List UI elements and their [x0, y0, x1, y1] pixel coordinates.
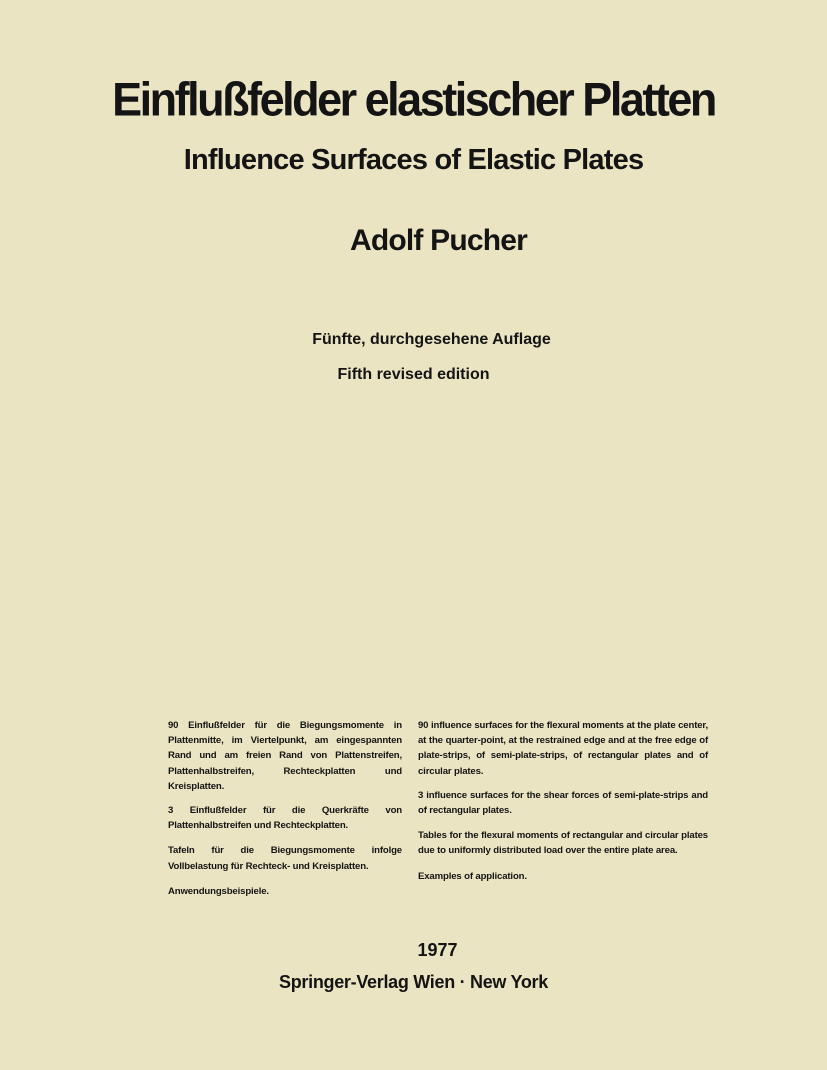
contents-de-paragraph: Anwendungsbeispiele.	[168, 885, 269, 897]
title-german: Einflußfelder elastischer Platten	[112, 72, 715, 127]
contents-en-paragraph: 3 influence surfaces for the shear forces of semi-plate-strips and of rectangular plates.	[418, 789, 708, 817]
contents-german	[168, 718, 402, 909]
author-name: Adolf Pucher	[349, 224, 528, 257]
contents-de-paragraph: Tafeln für die Biegungsmomente infolge Vollbelastung für Rechteck- und Kreisplatten.	[168, 845, 402, 872]
edition-german: Fünfte, durchgesehene Auflage	[312, 331, 551, 348]
contents-english	[418, 718, 708, 894]
contents-de-paragraph: 3 Einflußfelder für die Querkräfte von Plattenhalbstreifen und Rechteckplatten.	[168, 805, 402, 832]
contents-de-paragraph: 90 Einflußfelder für die Biegungsmomente in Plattenmitte, im Viertelpunkt, am eingespannten Rand und am freien Rand von Plattenstreifen, Plattenhalbstreifen, Rechteckplatten und Kreisplatten.	[168, 720, 402, 792]
edition-english: Fifth revised edition	[337, 366, 490, 383]
contents-en-paragraph: Tables for the flexural moments of rectangular and circular plates due to uniformly distributed load over the entire plate area.	[418, 830, 708, 857]
title-english: Influence Surfaces of Elastic Plates	[183, 144, 644, 176]
contents-en-paragraph: Examples of application.	[418, 870, 527, 882]
publication-year: 1977	[417, 940, 458, 960]
publisher: Springer-Verlag Wien · New York	[279, 972, 548, 992]
contents-en-paragraph: 90 influence surfaces for the flexural moments at the plate center, at the quarter-point, at the restrained edge and at the free edge of plate-strips, of semi-plate-strips, of rectangular plates and of circular plates.	[418, 720, 708, 777]
